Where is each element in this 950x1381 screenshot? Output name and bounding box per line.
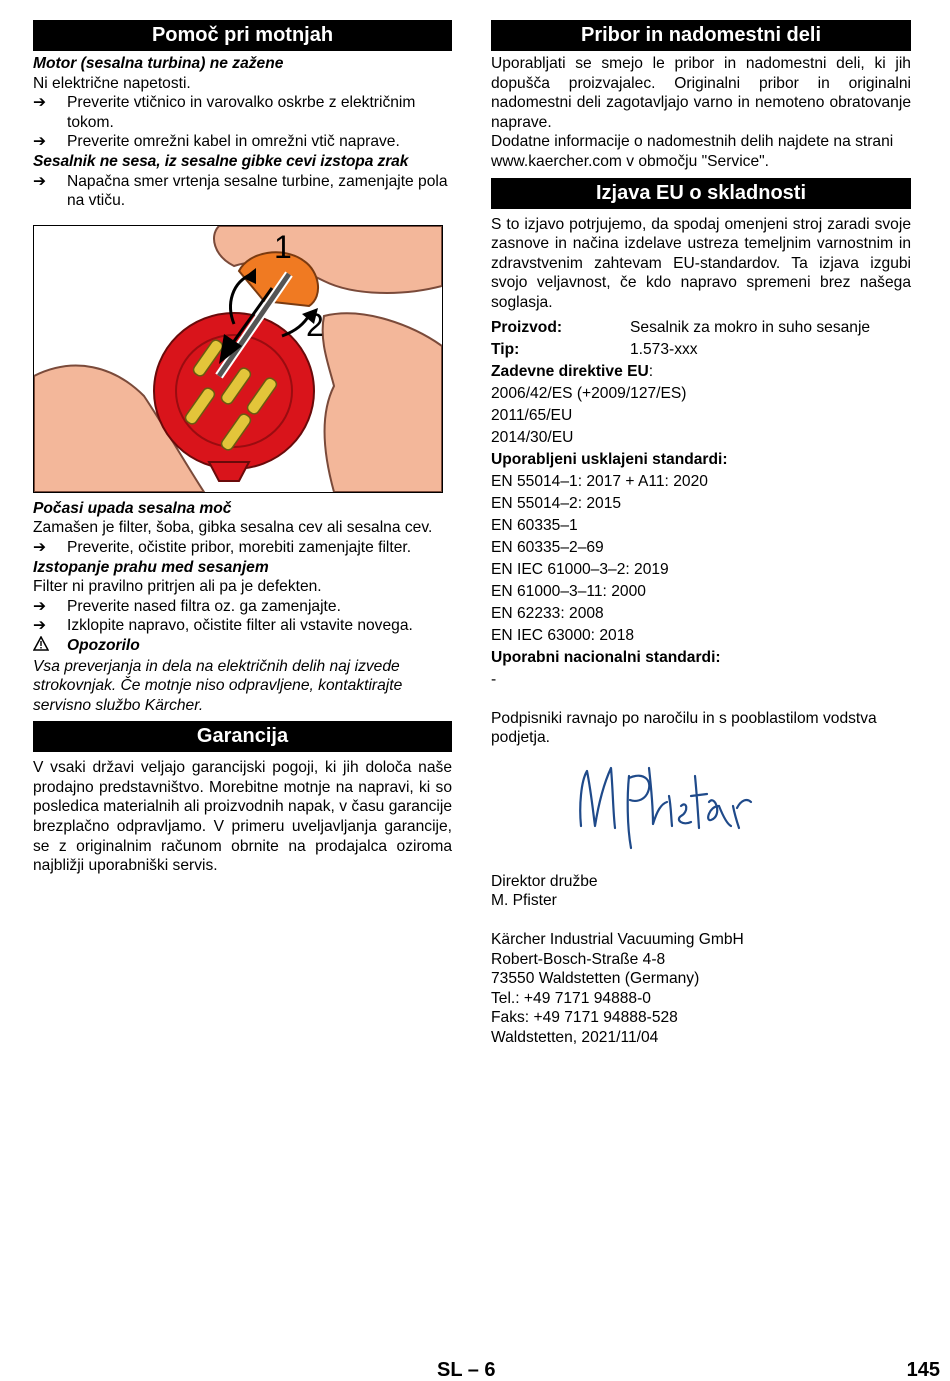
step-text: Preverite omrežni kabel in omrežni vtič naprave. xyxy=(67,133,400,151)
standard-item: EN 62233: 2008 xyxy=(491,604,604,622)
national-value: - xyxy=(491,670,497,688)
national-label: Uporabni nacionalni standardi: xyxy=(491,648,721,666)
company-line: Faks: +49 7171 94888-528 xyxy=(491,1009,678,1027)
step-text: Preverite nased filtra oz. ga zamenjajte. xyxy=(67,597,341,615)
standard-item: EN IEC 61000–3–2: 2019 xyxy=(491,560,669,578)
label-step-1: 1 xyxy=(274,228,292,265)
step-text: Napačna smer vrtenja sesalne turbine, zamenjajte pola na vtiču. xyxy=(67,172,448,210)
dust-cause: Filter ni pravilno pritrjen ali pa je defekten. xyxy=(33,578,322,596)
directives-heading xyxy=(491,361,911,383)
plug-pole-illustration xyxy=(33,225,443,493)
product-value: Sesalnik za mokro in suho sesanje xyxy=(630,318,871,336)
directives-colon: : xyxy=(648,362,654,380)
directive-item: 2011/65/EU xyxy=(491,406,573,424)
slow-suction-cause: Zamašen je filter, šoba, gibka sesalna cev ali sesalna cev. xyxy=(33,519,433,537)
warning-text: Vsa preverjanja in dela na električnih delih naj izvede strokovnjak. Če motnje niso odpravljene, kontaktirajte servisno službo Kärcher. xyxy=(33,657,403,714)
step-text: Izklopite napravo, očistite filter ali vstavite novega. xyxy=(67,617,413,635)
type-label: Tip: xyxy=(491,340,520,358)
signatories-text: Podpisniki ravnajo po naročilu in s pooblastilom vodstva podjetja. xyxy=(491,709,877,747)
footer-page-number: 145 xyxy=(906,1359,940,1381)
step-item xyxy=(33,93,452,132)
footer-section-label: SL – 6 xyxy=(437,1359,496,1381)
accessories-info: Dodatne informacije o nadomestnih delih najdete na strani www.kaercher.com v območju "Service". xyxy=(491,133,894,170)
arrow-right-icon: ➔ xyxy=(33,94,47,112)
arrow-right-icon: ➔ xyxy=(33,597,47,615)
harmonized-label: Uporabljeni usklajeni standardi: xyxy=(491,450,728,468)
step-text: Preverite, očistite pribor, morebiti zamenjajte filter. xyxy=(67,538,412,556)
step-item xyxy=(33,172,452,211)
motor-cause: Ni električne napetosti. xyxy=(33,74,191,92)
plug-illustration-svg xyxy=(34,226,442,492)
director-role: Direktor družbe xyxy=(491,872,598,890)
company-line: 73550 Waldstetten (Germany) xyxy=(491,970,700,988)
signature-image xyxy=(569,756,769,866)
no-suction-heading: Sesalnik ne sesa, iz sesalne gibke cevi izstopa zrak xyxy=(33,152,409,170)
step-item xyxy=(33,616,452,636)
warning-triangle-icon xyxy=(33,636,67,657)
standard-item: EN IEC 63000: 2018 xyxy=(491,626,635,644)
step-item xyxy=(33,132,452,152)
declaration-text: S to izjavo potrjujemo, da spodaj omenjeni stroj zaradi svoje zasnove in načina izdelave ustreza temeljnim varnostnim in zdravstvenim zahtevam EU-standardov. Ta izjava izgubi svojo veljavnost, če kdo napravo spremeni brez našega soglasja. xyxy=(491,215,911,311)
product-row xyxy=(491,317,911,339)
company-line: Waldstetten, 2021/11/04 xyxy=(491,1028,659,1046)
directive-item: 2014/30/EU xyxy=(491,428,574,446)
product-label: Proizvod: xyxy=(491,318,563,336)
company-line: Kärcher Industrial Vacuuming GmbH xyxy=(491,930,744,948)
arrow-right-icon: ➔ xyxy=(33,617,47,635)
declaration-title: Izjava EU o skladnosti xyxy=(491,178,911,209)
company-line: Tel.: +49 7171 94888-0 xyxy=(491,989,651,1007)
motor-heading: Motor (sesalna turbina) ne zažene xyxy=(33,55,284,72)
step-item xyxy=(33,538,452,558)
director-name: M. Pfister xyxy=(491,892,557,910)
type-row xyxy=(491,339,911,361)
directives-label: Zadevne direktive EU xyxy=(491,362,649,380)
warranty-title: Garancija xyxy=(33,721,452,752)
company-address xyxy=(491,930,911,1048)
standard-item: EN 55014–1: 2017 + A11: 2020 xyxy=(491,472,708,490)
slow-suction-heading: Počasi upada sesalna moč xyxy=(33,499,232,517)
right-column xyxy=(491,20,911,1047)
accessories-paragraph: Uporabljati se smejo le pribor in nadomestni deli, ki jih dopušča proizvajalec. Originalni pribor in originalni nadomestni deli zagotavljajo varno in nemoteno obratovanje naprave. xyxy=(491,55,911,131)
standard-item: EN 55014–2: 2015 xyxy=(491,494,622,512)
signature-area xyxy=(491,748,911,872)
company-line: Robert-Bosch-Straße 4-8 xyxy=(491,950,666,968)
type-value: 1.573-xxx xyxy=(630,340,698,358)
socket-tab xyxy=(209,462,249,481)
step-text: Preverite vtičnico in varovalko oskrbe z električnim tokom. xyxy=(67,94,416,131)
standard-item: EN 60335–2–69 xyxy=(491,538,604,556)
arrow-right-icon: ➔ xyxy=(33,172,47,190)
standard-item: EN 61000–3–11: 2000 xyxy=(491,582,646,600)
step-item xyxy=(33,597,452,617)
warranty-text: V vsaki državi veljajo garancijski pogoji, ki jih določa naše prodajno predstavništvo. Morebitne motnje na napravi, ki so posledica materialnih ali proizvodnih napak, v času garancije brezplačno odpravljamo. V primeru uveljavljanja garancije, se z originalnim računom obrnite na prodajalca oziroma najbližji uporabniški servis. xyxy=(33,759,452,875)
directive-item: 2006/42/ES (+2009/127/ES) xyxy=(491,384,687,402)
hand-right xyxy=(323,313,442,492)
troubleshooting-title: Pomoč pri motnjah xyxy=(33,20,452,51)
arrow-right-icon: ➔ xyxy=(33,538,47,556)
warning-row xyxy=(33,636,452,657)
label-step-2: 2 xyxy=(306,306,324,343)
warning-label: Opozorilo xyxy=(67,637,140,655)
standard-item: EN 60335–1 xyxy=(491,516,578,534)
declaration-details xyxy=(491,317,911,691)
dust-heading: Izstopanje prahu med sesanjem xyxy=(33,558,269,576)
left-column xyxy=(33,20,452,876)
accessories-title: Pribor in nadomestni deli xyxy=(491,20,911,51)
arrow-right-icon: ➔ xyxy=(33,133,47,151)
